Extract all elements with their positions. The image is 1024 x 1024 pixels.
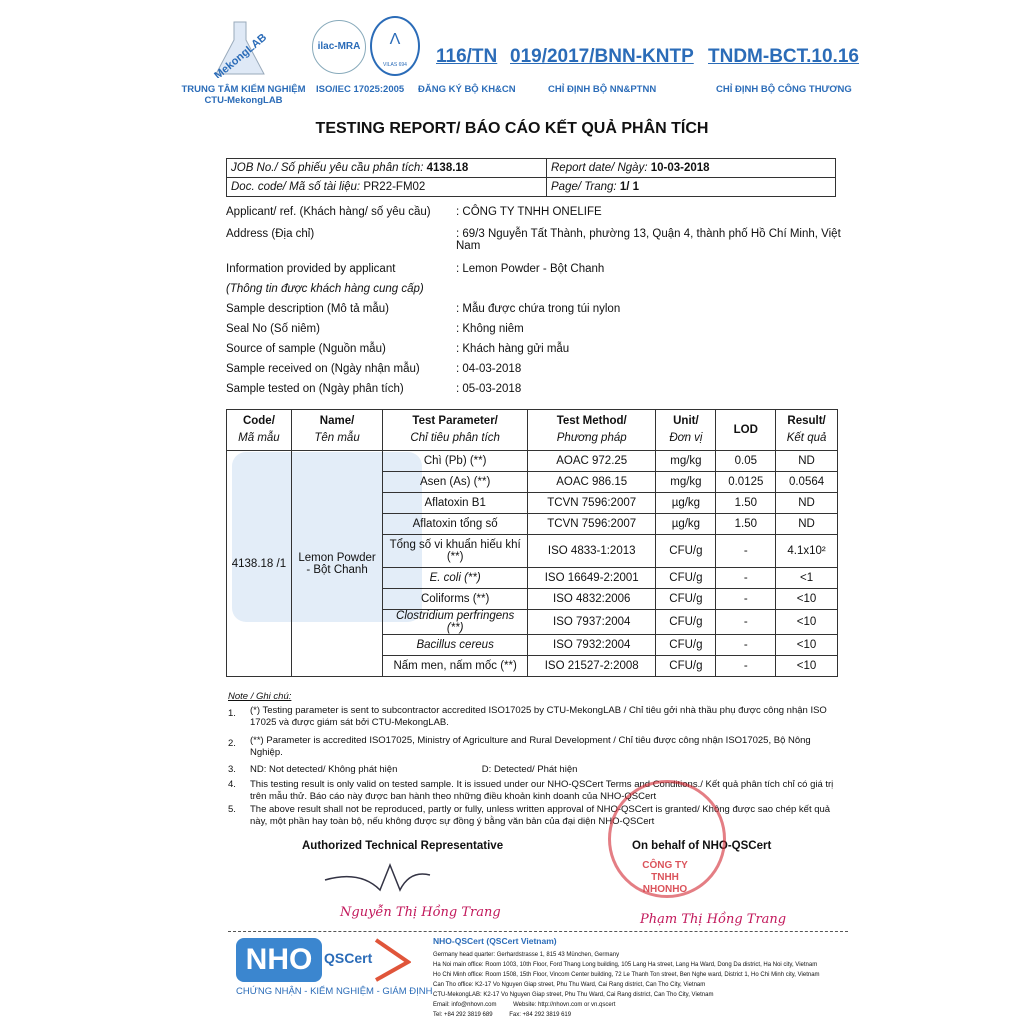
field-label: (Thông tin được khách hàng cung cấp) bbox=[226, 283, 424, 295]
lod-cell: - bbox=[716, 589, 776, 610]
code-2: 019/2017/BNN-KNTP bbox=[510, 46, 694, 67]
result-cell: <10 bbox=[776, 610, 838, 635]
column-header bbox=[291, 410, 382, 451]
column-header bbox=[528, 410, 656, 451]
parameter-cell: Bacillus cereus bbox=[383, 635, 528, 656]
lod-cell: - bbox=[716, 635, 776, 656]
method-cell: ISO 21527-2:2008 bbox=[528, 656, 656, 677]
mekonglab-logo bbox=[210, 18, 270, 78]
ilac-logo: ilac-MRA bbox=[312, 20, 366, 74]
header-en: Test Parameter/ bbox=[412, 415, 498, 427]
method-cell: TCVN 7596:2007 bbox=[528, 493, 656, 514]
footer-line: Ha Noi main office: Room 1003, 10th Floor, Ford Thang Long building, 105 Lang Ha street, Lang Ha Ward, Dong Da district, Ha Noi city, Vietnam bbox=[433, 962, 818, 968]
footer-company: NHO-QSCert (QSCert Vietnam) bbox=[433, 936, 557, 946]
sample-name: Lemon Powder - Bột Chanh bbox=[291, 451, 382, 677]
label-nnptnn: CHỈ ĐỊNH BỘ NN&PTNN bbox=[548, 84, 657, 95]
header-en: Unit/ bbox=[673, 415, 699, 427]
parameter-cell: Asen (As) (**) bbox=[383, 472, 528, 493]
field-value: : CÔNG TY TNHH ONELIFE bbox=[456, 206, 602, 218]
note-number: 5. bbox=[228, 804, 236, 815]
result-cell: <10 bbox=[776, 656, 838, 677]
column-header bbox=[227, 410, 292, 451]
footer-line: Can Tho office: K2-17 Vo Nguyen Giap street, Phu Thu Ward, Cai Rang district, Can Tho City, Vietnam bbox=[433, 982, 706, 988]
label-cong-thuong: CHỈ ĐỊNH BỘ CÔNG THƯƠNG bbox=[716, 84, 852, 95]
column-header bbox=[776, 410, 838, 451]
report-date: 10-03-2018 bbox=[650, 162, 710, 174]
doc-code: PR22-FM02 bbox=[363, 181, 426, 193]
footer-line: Ho Chi Minh office: Room 1508, 15th Floor, Vincom Center building, 72 Le Thanh Ton street, Ben Nghe ward, District 1, Ho Chi Minh city, Vietnam bbox=[433, 972, 820, 978]
header-vi: Chỉ tiêu phân tích bbox=[410, 432, 500, 444]
vilas-logo bbox=[370, 16, 420, 76]
unit-cell: CFU/g bbox=[656, 610, 716, 635]
method-cell: ISO 16649-2:2001 bbox=[528, 568, 656, 589]
result-cell: ND bbox=[776, 514, 838, 535]
unit-cell: µg/kg bbox=[656, 493, 716, 514]
nho-text: NHO bbox=[236, 938, 322, 982]
field-label: Source of sample (Nguồn mẫu) bbox=[226, 343, 386, 355]
header-en: LOD bbox=[733, 423, 758, 436]
divider bbox=[228, 931, 848, 932]
lod-cell: 1.50 bbox=[716, 493, 776, 514]
method-cell: TCVN 7596:2007 bbox=[528, 514, 656, 535]
report-date-label: Report date/ Ngày: bbox=[551, 162, 648, 174]
job-no: 4138.18 bbox=[426, 162, 469, 174]
unit-cell: µg/kg bbox=[656, 514, 716, 535]
unit-cell: CFU/g bbox=[656, 589, 716, 610]
result-cell: <1 bbox=[776, 568, 838, 589]
lod-cell: 0.05 bbox=[716, 451, 776, 472]
arrow-icon bbox=[326, 938, 411, 983]
parameter-cell: Tổng số vi khuẩn hiếu khí (**) bbox=[383, 535, 528, 568]
sample-code: 4138.18 /1 bbox=[227, 451, 292, 677]
header-en: Test Method/ bbox=[556, 415, 627, 427]
label-iso: ISO/IEC 17025:2005 bbox=[316, 84, 405, 95]
field-value: : 05-03-2018 bbox=[456, 383, 522, 395]
code-1: 116/TN bbox=[436, 46, 498, 67]
note-item: (*) Testing parameter is sent to subcontractor accredited ISO17025 by CTU-MekongLAB / Chỉ tiêu gởi nhà thầu phụ được công nhận ISO 17025 và được giám sát bởi CTU-MekongLAB. bbox=[250, 705, 827, 728]
parameter-cell: Clostridium perfringens (**) bbox=[383, 610, 528, 635]
doc-code-label: Doc. code/ Mã số tài liệu: bbox=[231, 181, 361, 193]
method-cell: AOAC 986.15 bbox=[528, 472, 656, 493]
parameter-cell: Aflatoxin B1 bbox=[383, 493, 528, 514]
result-cell: <10 bbox=[776, 635, 838, 656]
field-label: Sample description (Mô tả mẫu) bbox=[226, 303, 389, 315]
left-signature-title: Authorized Technical Representative bbox=[302, 840, 504, 852]
stamp-text: CÔNG TY TNHH NHONHO bbox=[642, 860, 688, 895]
left-signer-name: Nguyễn Thị Hồng Trang bbox=[340, 905, 501, 920]
result-cell: <10 bbox=[776, 589, 838, 610]
field-value: : 69/3 Nguyễn Tất Thành, phường 13, Quận 4, thành phố Hồ Chí Minh, Việt Nam bbox=[456, 228, 841, 252]
right-signer-name: Phạm Thị Hồng Trang bbox=[640, 912, 787, 927]
result-cell: ND bbox=[776, 493, 838, 514]
header-vi: Phương pháp bbox=[556, 432, 627, 444]
label-mekonglab: TRUNG TÂM KIỂM NGHIỆM CTU-MekongLAB bbox=[181, 84, 306, 106]
vilas-text: VILAS 694 bbox=[383, 62, 407, 68]
field-value: : Không niêm bbox=[456, 323, 524, 335]
field-label: Information provided by applicant bbox=[226, 263, 396, 275]
qscert-text: QSCert bbox=[324, 950, 373, 966]
lod-cell: - bbox=[716, 610, 776, 635]
mekonglab-logo-text: MekongLAB bbox=[212, 31, 270, 78]
note-number: 1. bbox=[228, 708, 236, 719]
page-label: Page/ Trang: bbox=[551, 181, 617, 193]
footer-phone: Tel: +84 292 3819 689 Fax: +84 292 3819 619 bbox=[433, 1012, 572, 1018]
job-label: JOB No./ Số phiếu yêu cầu phân tích: bbox=[231, 162, 424, 174]
column-header bbox=[383, 410, 528, 451]
lod-cell: 1.50 bbox=[716, 514, 776, 535]
field-value: : Lemon Powder - Bột Chanh bbox=[456, 263, 605, 275]
footer-contact[interactable]: Email: info@nhovn.com Website: http://nhovn.com or vn.qscert bbox=[433, 1002, 616, 1008]
lod-cell: 0.0125 bbox=[716, 472, 776, 493]
result-cell: ND bbox=[776, 451, 838, 472]
field-label: Seal No (Số niêm) bbox=[226, 323, 320, 335]
header-en: Result/ bbox=[787, 415, 826, 427]
result-cell: 0.0564 bbox=[776, 472, 838, 493]
header-vi: Mã mẫu bbox=[238, 432, 280, 444]
report-title: TESTING REPORT/ BÁO CÁO KẾT QUẢ PHÂN TÍCH bbox=[315, 120, 709, 137]
field-label: Sample tested on (Ngày phân tích) bbox=[226, 383, 404, 395]
unit-cell: mg/kg bbox=[656, 472, 716, 493]
header-vi: Đơn vị bbox=[669, 432, 703, 444]
field-label: Sample received on (Ngày nhận mẫu) bbox=[226, 363, 420, 375]
results-table bbox=[226, 409, 838, 677]
header-vi: Tên mẫu bbox=[314, 432, 360, 444]
parameter-cell: E. coli (**) bbox=[383, 568, 528, 589]
unit-cell: CFU/g bbox=[656, 656, 716, 677]
note-number: 3. bbox=[228, 764, 236, 775]
note-number: 4. bbox=[228, 779, 236, 790]
footer-line: CTU-MekongLAB: K2-17 Vo Nguyen Giap street, Phu Thu Ward, Cai Rang district, Can Tho City, Vietnam bbox=[433, 992, 714, 998]
parameter-cell: Aflatoxin tổng số bbox=[383, 514, 528, 535]
page-number: 1/ 1 bbox=[619, 181, 640, 193]
table-row bbox=[227, 451, 838, 472]
method-cell: AOAC 972.25 bbox=[528, 451, 656, 472]
field-value: : Khách hàng gửi mẫu bbox=[456, 343, 570, 355]
header-en: Code/ bbox=[242, 415, 275, 427]
lod-cell: - bbox=[716, 535, 776, 568]
note-item: The above result shall not be reproduced, partly or fully, unless written approval of NHO-QSCert is granted/ Không được sao chép kết quả này, một phần hay toàn bộ, nếu không được sự đồng ý bằng văn bản của đại diện NHO-QSCert bbox=[250, 804, 831, 827]
column-header bbox=[716, 410, 776, 451]
unit-cell: CFU/g bbox=[656, 568, 716, 589]
column-header bbox=[656, 410, 716, 451]
method-cell: ISO 7937:2004 bbox=[528, 610, 656, 635]
header-vi: Kết quả bbox=[786, 432, 827, 444]
field-value: : Mẫu được chứa trong túi nylon bbox=[456, 303, 621, 315]
footer-addresses bbox=[433, 950, 843, 1020]
header-en: Name/ bbox=[319, 415, 355, 427]
notes-title: Note / Ghi chú: bbox=[228, 691, 292, 702]
field-value: : 04-03-2018 bbox=[456, 363, 522, 375]
code-3: TNDM-BCT.10.16 bbox=[708, 46, 859, 67]
field-label: Address (Địa chỉ) bbox=[226, 228, 315, 240]
unit-cell: CFU/g bbox=[656, 535, 716, 568]
method-cell: ISO 4833-1:2013 bbox=[528, 535, 656, 568]
parameter-cell: Nấm men, nấm mốc (**) bbox=[383, 656, 528, 677]
unit-cell: CFU/g bbox=[656, 635, 716, 656]
label-khcn: ĐĂNG KÝ BỘ KH&CN bbox=[418, 84, 516, 95]
method-cell: ISO 7932:2004 bbox=[528, 635, 656, 656]
lod-cell: - bbox=[716, 656, 776, 677]
field-label: Applicant/ ref. (Khách hàng/ số yêu cầu) bbox=[226, 206, 431, 218]
footer-tagline: CHỨNG NHẬN - KIỂM NGHIỆM - GIÁM ĐỊNH bbox=[236, 986, 433, 997]
note-item: (**) Parameter is accredited ISO17025, Ministry of Agriculture and Rural Development / Chỉ tiêu được công nhận ISO17025, Bộ Nông Nghiệp. bbox=[250, 735, 811, 758]
lod-cell: - bbox=[716, 568, 776, 589]
note-item: ND: Not detected/ Không phát hiện D: Detected/ Phát hiện bbox=[250, 764, 578, 775]
parameter-cell: Chì (Pb) (**) bbox=[383, 451, 528, 472]
note-number: 2. bbox=[228, 738, 236, 749]
info-table bbox=[226, 158, 836, 197]
note-item: This testing result is only valid on tested sample. It is issued under our NHO-QSCert Terms and Conditions./ Kết quả phân tích chỉ có giá trị trên mẫu thử. Báo cáo này được ban hành theo những điều khoản kinh doanh của NHO-QSCert bbox=[250, 779, 834, 802]
right-signature-title: On behalf of NHO-QSCert bbox=[632, 840, 772, 852]
signature-scribble bbox=[320, 860, 440, 905]
unit-cell: mg/kg bbox=[656, 451, 716, 472]
result-cell: 4.1x10² bbox=[776, 535, 838, 568]
method-cell: ISO 4832:2006 bbox=[528, 589, 656, 610]
parameter-cell: Coliforms (**) bbox=[383, 589, 528, 610]
nho-qscert-logo bbox=[236, 938, 411, 983]
footer-line: Germany head quarter: Gerhardstrasse 1, 815 43 München, Germany bbox=[433, 952, 620, 958]
vilas-a-icon: Λ bbox=[389, 31, 401, 48]
